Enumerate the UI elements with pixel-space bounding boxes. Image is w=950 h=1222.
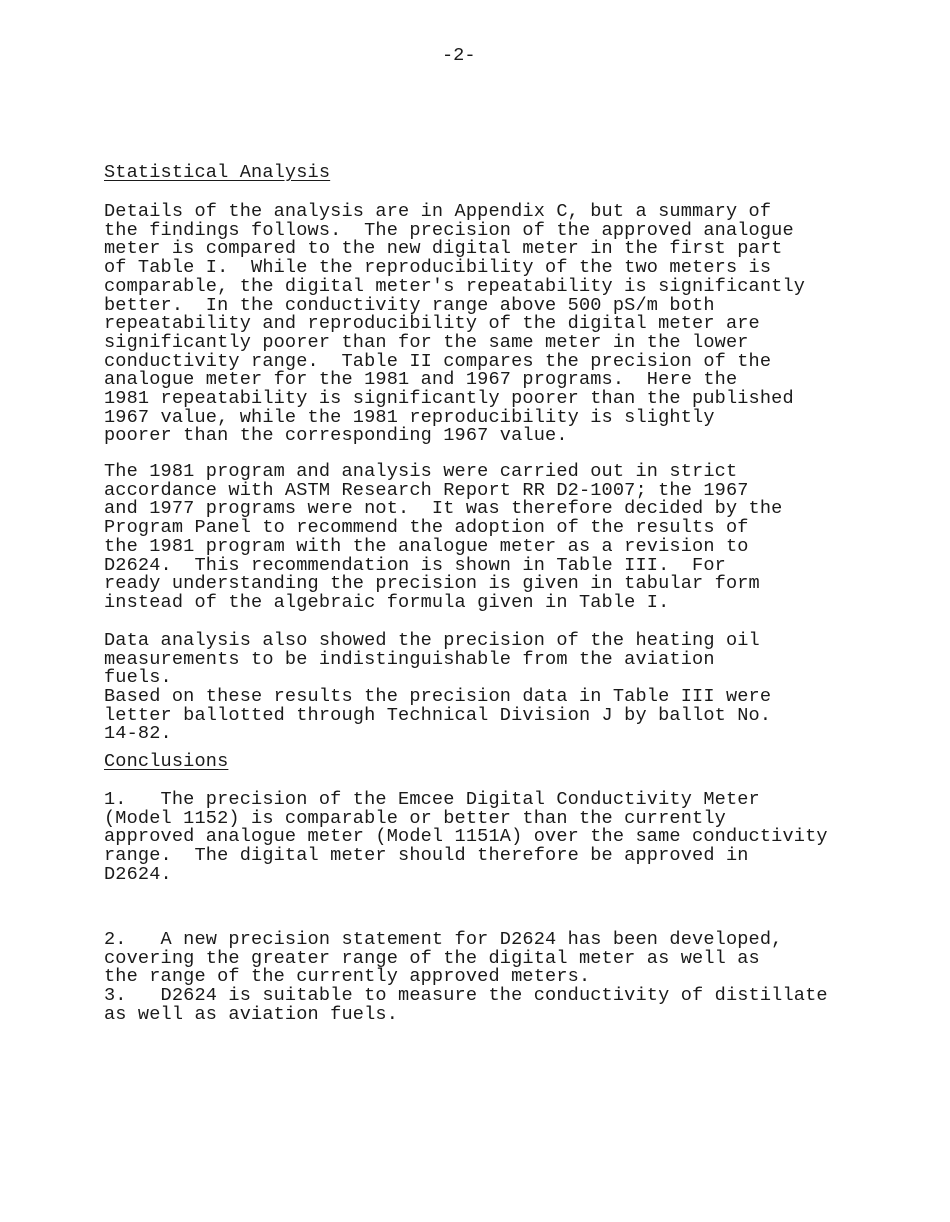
paragraph-heating-oil: Data analysis also showed the precision of the heating oil measurements to be indistinguishable from the aviation fuels. — [104, 630, 760, 689]
conclusion-item-1: 1. The precision of the Emcee Digital Conductivity Meter (Model 1152) is comparable or better than the currently approved analogue meter (Model 1151A) over the same conductivity range. The digital meter should therefore be approved in D2624. — [104, 789, 828, 885]
conclusion-item-3: 3. D2624 is suitable to measure the conductivity of distillate as well as aviation fuels. — [104, 985, 828, 1025]
conclusion-item-2: 2. A new precision statement for D2624 has been developed, covering the greater range of the digital meter as well as the range of the currently approved meters. — [104, 929, 783, 988]
conclusions-heading: Conclusions — [104, 751, 229, 772]
paragraph-analysis-summary: Details of the analysis are in Appendix C, but a summary of the findings follows. The precision of the approved analogue meter is compared to the new digital meter in the first part of Table I. While the reproducibility of the two meters is comparable, the digital meter's repeatability is significantly better. In the conductivity range above 500 pS/m both repeatability and reproducibility of the digital meter are significantly poorer than for the same meter in the lower conductivity range. Table II compares the precision of the analogue meter for the 1981 and 1967 programs. Here the 1981 repeatability is significantly poorer than the published 1967 value, while the 1981 reproducibility is slightly poorer than the corresponding 1967 value. — [104, 201, 806, 447]
page-number: -2- — [442, 45, 476, 66]
paragraph-program-recommendation: The 1981 program and analysis were carried out in strict accordance with ASTM Research Report RR D2-1007; the 1967 and 1977 programs were not. It was therefore decided by the Program Panel to recommend the adoption of the results of the 1981 program with the analogue meter as a revision to D2624. This recommendation is shown in Table III. For ready understanding the precision is given in tabular form instead of the algebraic formula given in Table I. — [104, 461, 783, 613]
statistical-analysis-heading: Statistical Analysis — [104, 162, 331, 183]
paragraph-ballot: Based on these results the precision data in Table III were letter ballotted through Technical Division J by ballot No. 14-82. — [104, 686, 772, 745]
